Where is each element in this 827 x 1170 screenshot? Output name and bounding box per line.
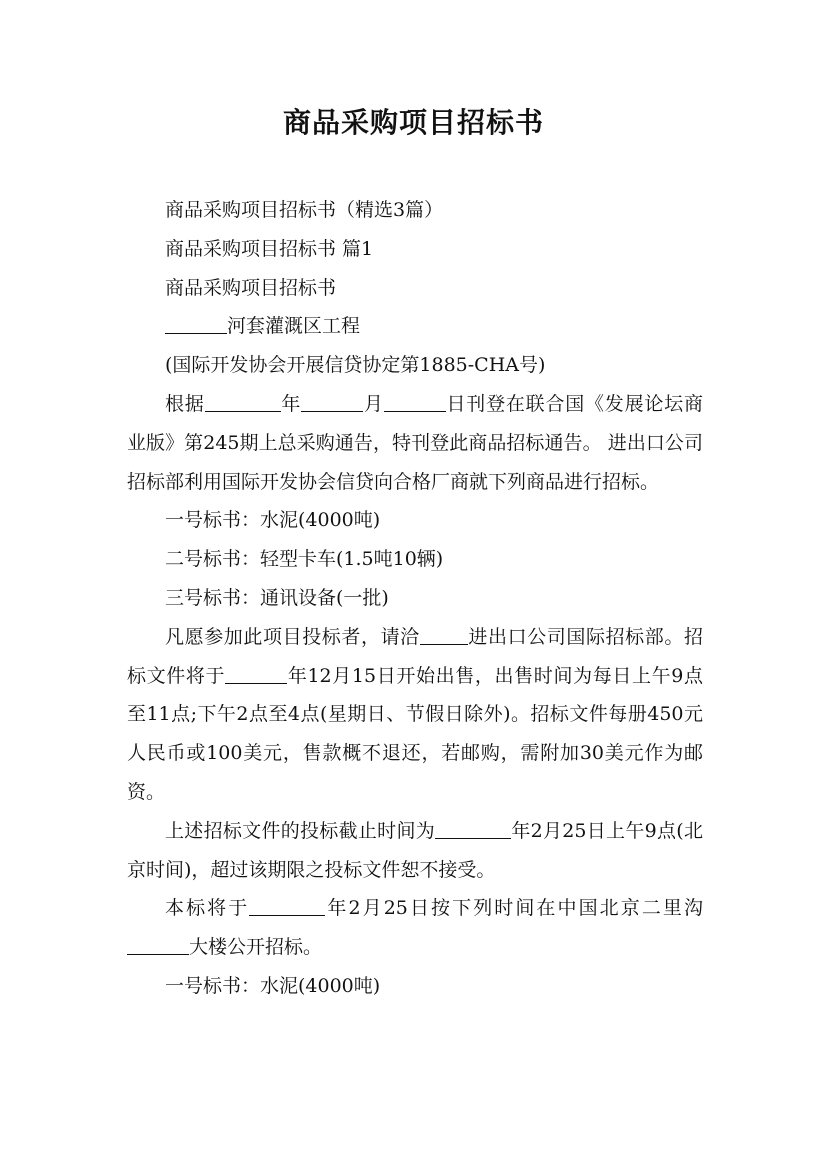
paragraph-2: 商品采购项目招标书 篇1 [165, 237, 374, 260]
text-segment: 大楼公开招标。 [189, 936, 323, 959]
paragraph-5: (国际开发协会开展信贷协定第1885-CHA号) [165, 354, 546, 377]
paragraph-9: 三号标书：通讯设备(一批) [165, 586, 389, 609]
paragraph-7: 一号标书：水泥(4000吨) [165, 509, 381, 532]
paragraph-8: 二号标书：轻型卡车(1.5吨10辆) [165, 548, 444, 571]
text-segment: 根据 [165, 392, 205, 415]
blank-line [420, 625, 468, 645]
text-segment: 进出口公司国际招标部。招标文件将于 [127, 625, 703, 687]
blank-line [301, 392, 363, 412]
text-segment: 年 [280, 392, 302, 415]
blank-line [127, 935, 189, 955]
paragraph-10 [127, 618, 703, 812]
text-segment: 上述招标文件的投标截止时间为 [165, 819, 436, 842]
paragraph-12 [127, 889, 703, 967]
text-segment: 年2月25日按下列时间在中国北京二里沟 [325, 897, 703, 920]
blank-line [435, 819, 511, 839]
blank-line [384, 392, 446, 412]
paragraph-1: 商品采购项目招标书（精选3篇） [165, 199, 444, 221]
paragraph-4 [127, 307, 703, 346]
paragraph-6 [127, 385, 703, 501]
text-segment: 年2月25日上午9点(北京时间)，超过该期限之投标文件恕不接受。 [127, 819, 703, 881]
text-segment: 凡愿参加此项目投标者，请洽 [165, 625, 420, 648]
paragraph-13: 一号标书：水泥(4000吨) [165, 974, 381, 997]
text-segment: 日刊登在联合国《发展论坛商业版》第245期上总采购通告，特刊登此商品招标通告。 进出口公司招标部利用国际开发协会信贷向合格厂商就下列商品进行招标。 [127, 392, 703, 493]
blank-line [165, 314, 227, 334]
blank-line [205, 392, 281, 412]
document-body [127, 191, 703, 1006]
paragraph-11 [127, 812, 703, 890]
text-segment: 河套灌溉区工程 [227, 315, 361, 338]
blank-line [225, 664, 287, 684]
blank-line [249, 896, 325, 916]
document-title: 商品采购项目招标书 [282, 106, 544, 139]
paragraph-3: 商品采购项目招标书 [165, 276, 337, 299]
text-segment: 年12月15日开始出售，出售时间为每日上午9点至11点;下午2点至4点(星期日、节假日除外)。招标文件每册450元人民币或100美元，售款概不退还，若邮购，需附加30美元作为邮资。 [127, 664, 703, 803]
text-segment: 本标将于 [165, 897, 250, 920]
text-segment: 月 [363, 392, 384, 415]
